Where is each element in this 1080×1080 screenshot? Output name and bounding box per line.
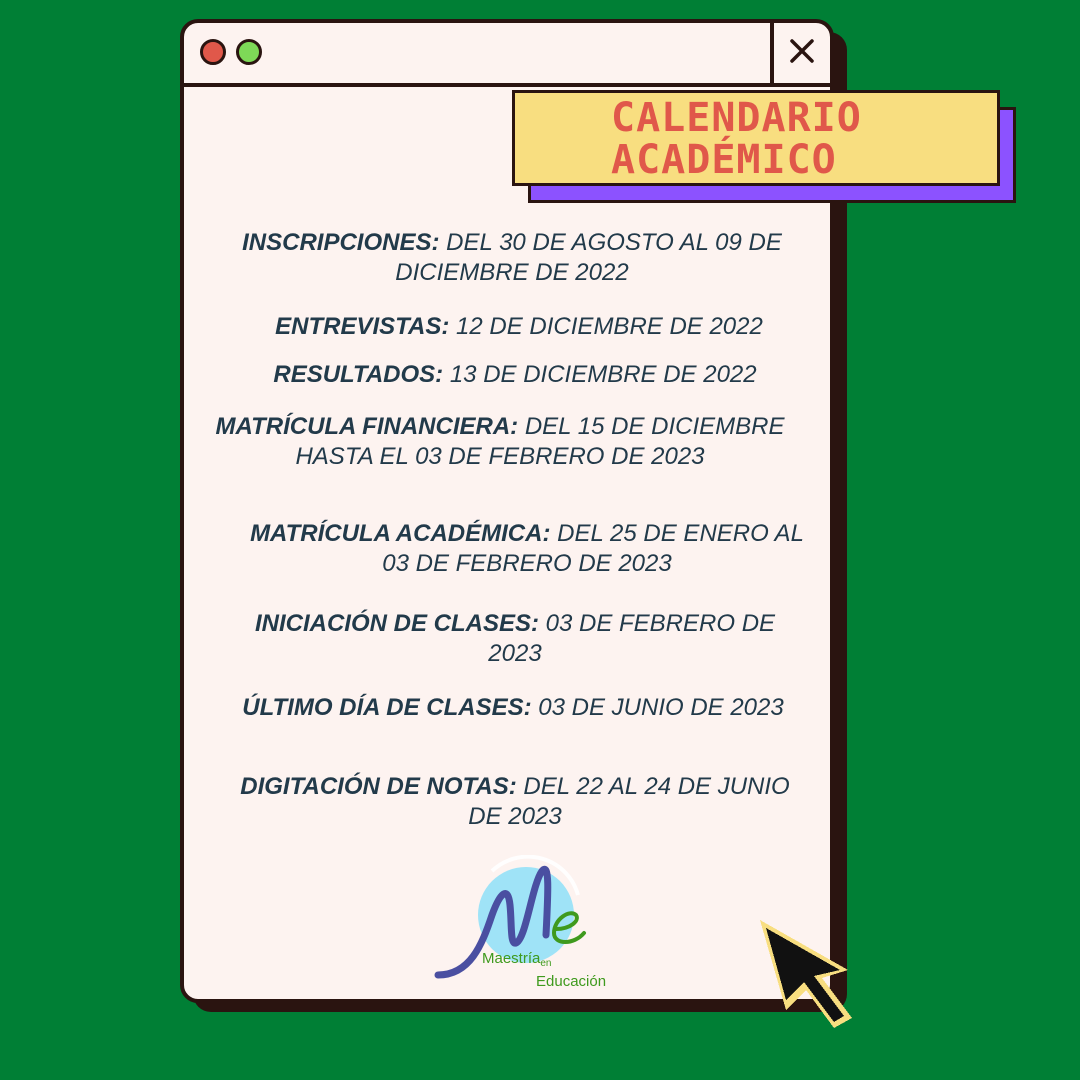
entry-text: DEL 15 DE DICIEMBRE HASTA EL 03 DE FEBRERO DE 2023 — [295, 413, 785, 470]
window-dot-green[interactable] — [236, 39, 262, 65]
entry-text: 03 DE FEBRERO DE 2023 — [488, 610, 776, 667]
entry-entrevistas — [229, 312, 809, 342]
logo-text-line2: Educación — [536, 973, 607, 990]
title-banner — [512, 90, 1000, 186]
entry-text: DEL 30 DE AGOSTO AL 09 DE DICIEMBRE DE 2022 — [395, 229, 782, 286]
entry-label: RESULTADOS: — [273, 361, 444, 388]
entry-ultimo-dia-clases — [223, 693, 803, 723]
logo-text-line1: Maestría$_{en}$ — [482, 950, 552, 969]
pointer-cursor-icon — [752, 914, 862, 1034]
entry-label: MATRÍCULA FINANCIERA: — [215, 413, 519, 440]
close-icon — [774, 23, 830, 79]
entry-text: 12 DE DICIEMBRE DE 2022 — [449, 313, 763, 340]
entry-digitacion-notas — [225, 772, 805, 832]
entry-label: MATRÍCULA ACADÉMICA: — [250, 520, 551, 547]
entry-text: DEL 22 AL 24 DE JUNIO DE 2023 — [468, 773, 790, 830]
entry-text: DEL 25 DE ENERO AL 03 DE FEBRERO DE 2023 — [382, 520, 804, 577]
entry-label: INICIACIÓN DE CLASES: — [254, 610, 539, 637]
entry-resultados — [225, 360, 805, 390]
entry-iniciacion-clases — [225, 609, 805, 669]
entry-text: 13 DE DICIEMBRE DE 2022 — [443, 361, 757, 388]
window-dot-red[interactable] — [200, 39, 226, 65]
entry-text: 03 DE JUNIO DE 2023 — [531, 694, 784, 721]
entry-matricula-academica — [237, 519, 817, 579]
logo-maestria-educacion — [430, 855, 610, 1000]
page-title: CALENDARIO ACADÉMICO — [611, 95, 862, 183]
entry-matricula-financiera — [210, 412, 790, 472]
entry-inscripciones — [222, 228, 802, 288]
entry-label: DIGITACIÓN DE NOTAS: — [240, 773, 517, 800]
window-titlebar — [184, 23, 830, 87]
entry-label: ÚLTIMO DÍA DE CLASES: — [242, 694, 532, 721]
close-button[interactable] — [770, 23, 830, 83]
entry-label: INSCRIPCIONES: — [242, 229, 440, 256]
entry-label: ENTREVISTAS: — [275, 313, 450, 340]
